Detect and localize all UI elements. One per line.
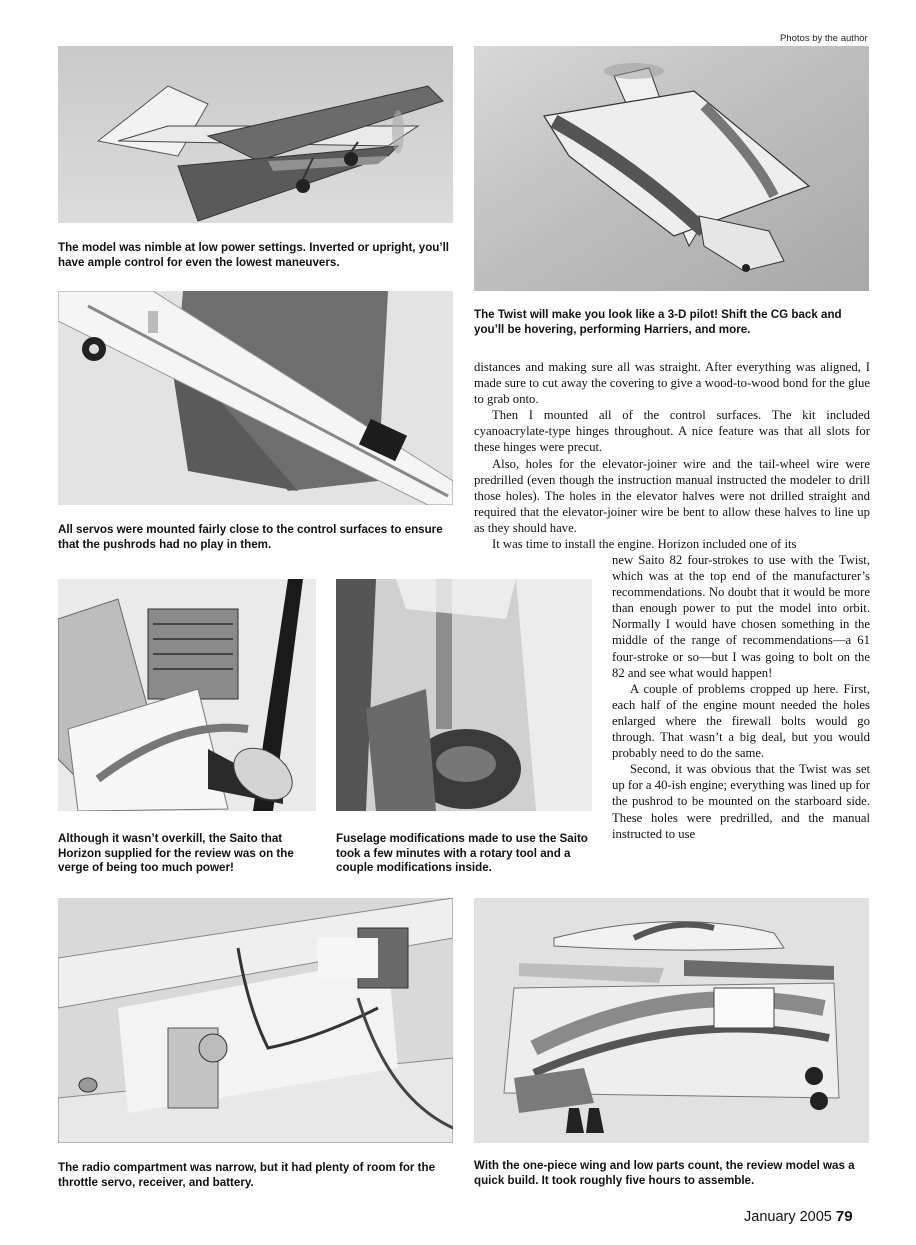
kit-parts-photo xyxy=(474,898,869,1143)
photo-credit: Photos by the author xyxy=(780,33,868,44)
article-paragraph: distances and making sure all was straight. After everything was aligned, I made sure to cut away the covering to give a wood-to-wood bond for the glue to grab onto. xyxy=(474,360,870,407)
servo-closeup-photo xyxy=(58,291,453,505)
article-paragraph: new Saito 82 four-strokes to use with the Twist, which was at the top end of the manufacturer’s recommendations. No doubt that it would be more than enough power to put the model into orbit. Normally I would have chosen something in the middle of the range of recommendations—a 61 four-stroke or so—but I was going to bolt on the 82 and see what would happen! xyxy=(612,553,870,680)
page-number: 79 xyxy=(835,1208,853,1225)
caption-saito: Although it wasn’t overkill, the Saito that Horizon supplied for the review was on the verge of being too much power! xyxy=(58,832,294,874)
caption-radio: The radio compartment was narrow, but it had plenty of room for the throttle servo, receiver, and battery. xyxy=(58,1161,436,1189)
saito-engine-photo xyxy=(58,579,316,811)
article-paragraph: Then I mounted all of the control surfaces. The kit included cyanoacrylate-type hinges throughout. A nice feature was that all slots for these hinges were precut. xyxy=(474,408,870,455)
article-paragraph: A couple of problems cropped up here. First, each half of the engine mount needed the holes enlarged where the firewall bolts would go through. That wasn’t a big deal, but you would probably need to do the same. xyxy=(612,681,870,761)
plane-hover-photo xyxy=(474,46,869,291)
page-footer xyxy=(744,1208,853,1225)
caption-nimble: The model was nimble at low power settings. Inverted or upright, you’ll have ample control for even the lowest maneuvers. xyxy=(58,241,450,269)
caption-fuselage: Fuselage modifications made to use the Saito took a few minutes with a rotary tool and a couple modifications inside. xyxy=(336,832,588,874)
caption-one-piece: With the one-piece wing and low parts count, the review model was a quick build. It took roughly five hours to assemble. xyxy=(474,1159,855,1187)
fuselage-mod-photo xyxy=(336,579,592,811)
article-wide-column xyxy=(474,359,870,552)
caption-twist-3d: The Twist will make you look like a 3-D pilot! Shift the CG back and you’ll be hovering, performing Harriers, and more. xyxy=(474,308,842,336)
issue-date: January 2005 xyxy=(744,1209,832,1225)
article-narrow-column xyxy=(612,552,870,842)
plane-upright-photo xyxy=(58,46,453,223)
article-paragraph: It was time to install the engine. Horizon included one of its xyxy=(492,537,797,552)
radio-compartment-photo xyxy=(58,898,453,1143)
article-paragraph: Second, it was obvious that the Twist was set up for a 40-ish engine; everything was lined up for the pushrod to be mounted on the starboard side. These holes were predrilled, and the manual instructed to use xyxy=(612,762,870,841)
article-paragraph: Also, holes for the elevator-joiner wire and the tail-wheel wire were predrilled (even though the instruction manual instructed the modeler to drill those holes). The holes in the elevator halves were not drilled straight and required that the elevator-joiner wire be bent to allow these halves to line up as they should have. xyxy=(474,456,870,535)
caption-servos: All servos were mounted fairly close to the control surfaces to ensure that the pushrods had no play in them. xyxy=(58,523,443,551)
